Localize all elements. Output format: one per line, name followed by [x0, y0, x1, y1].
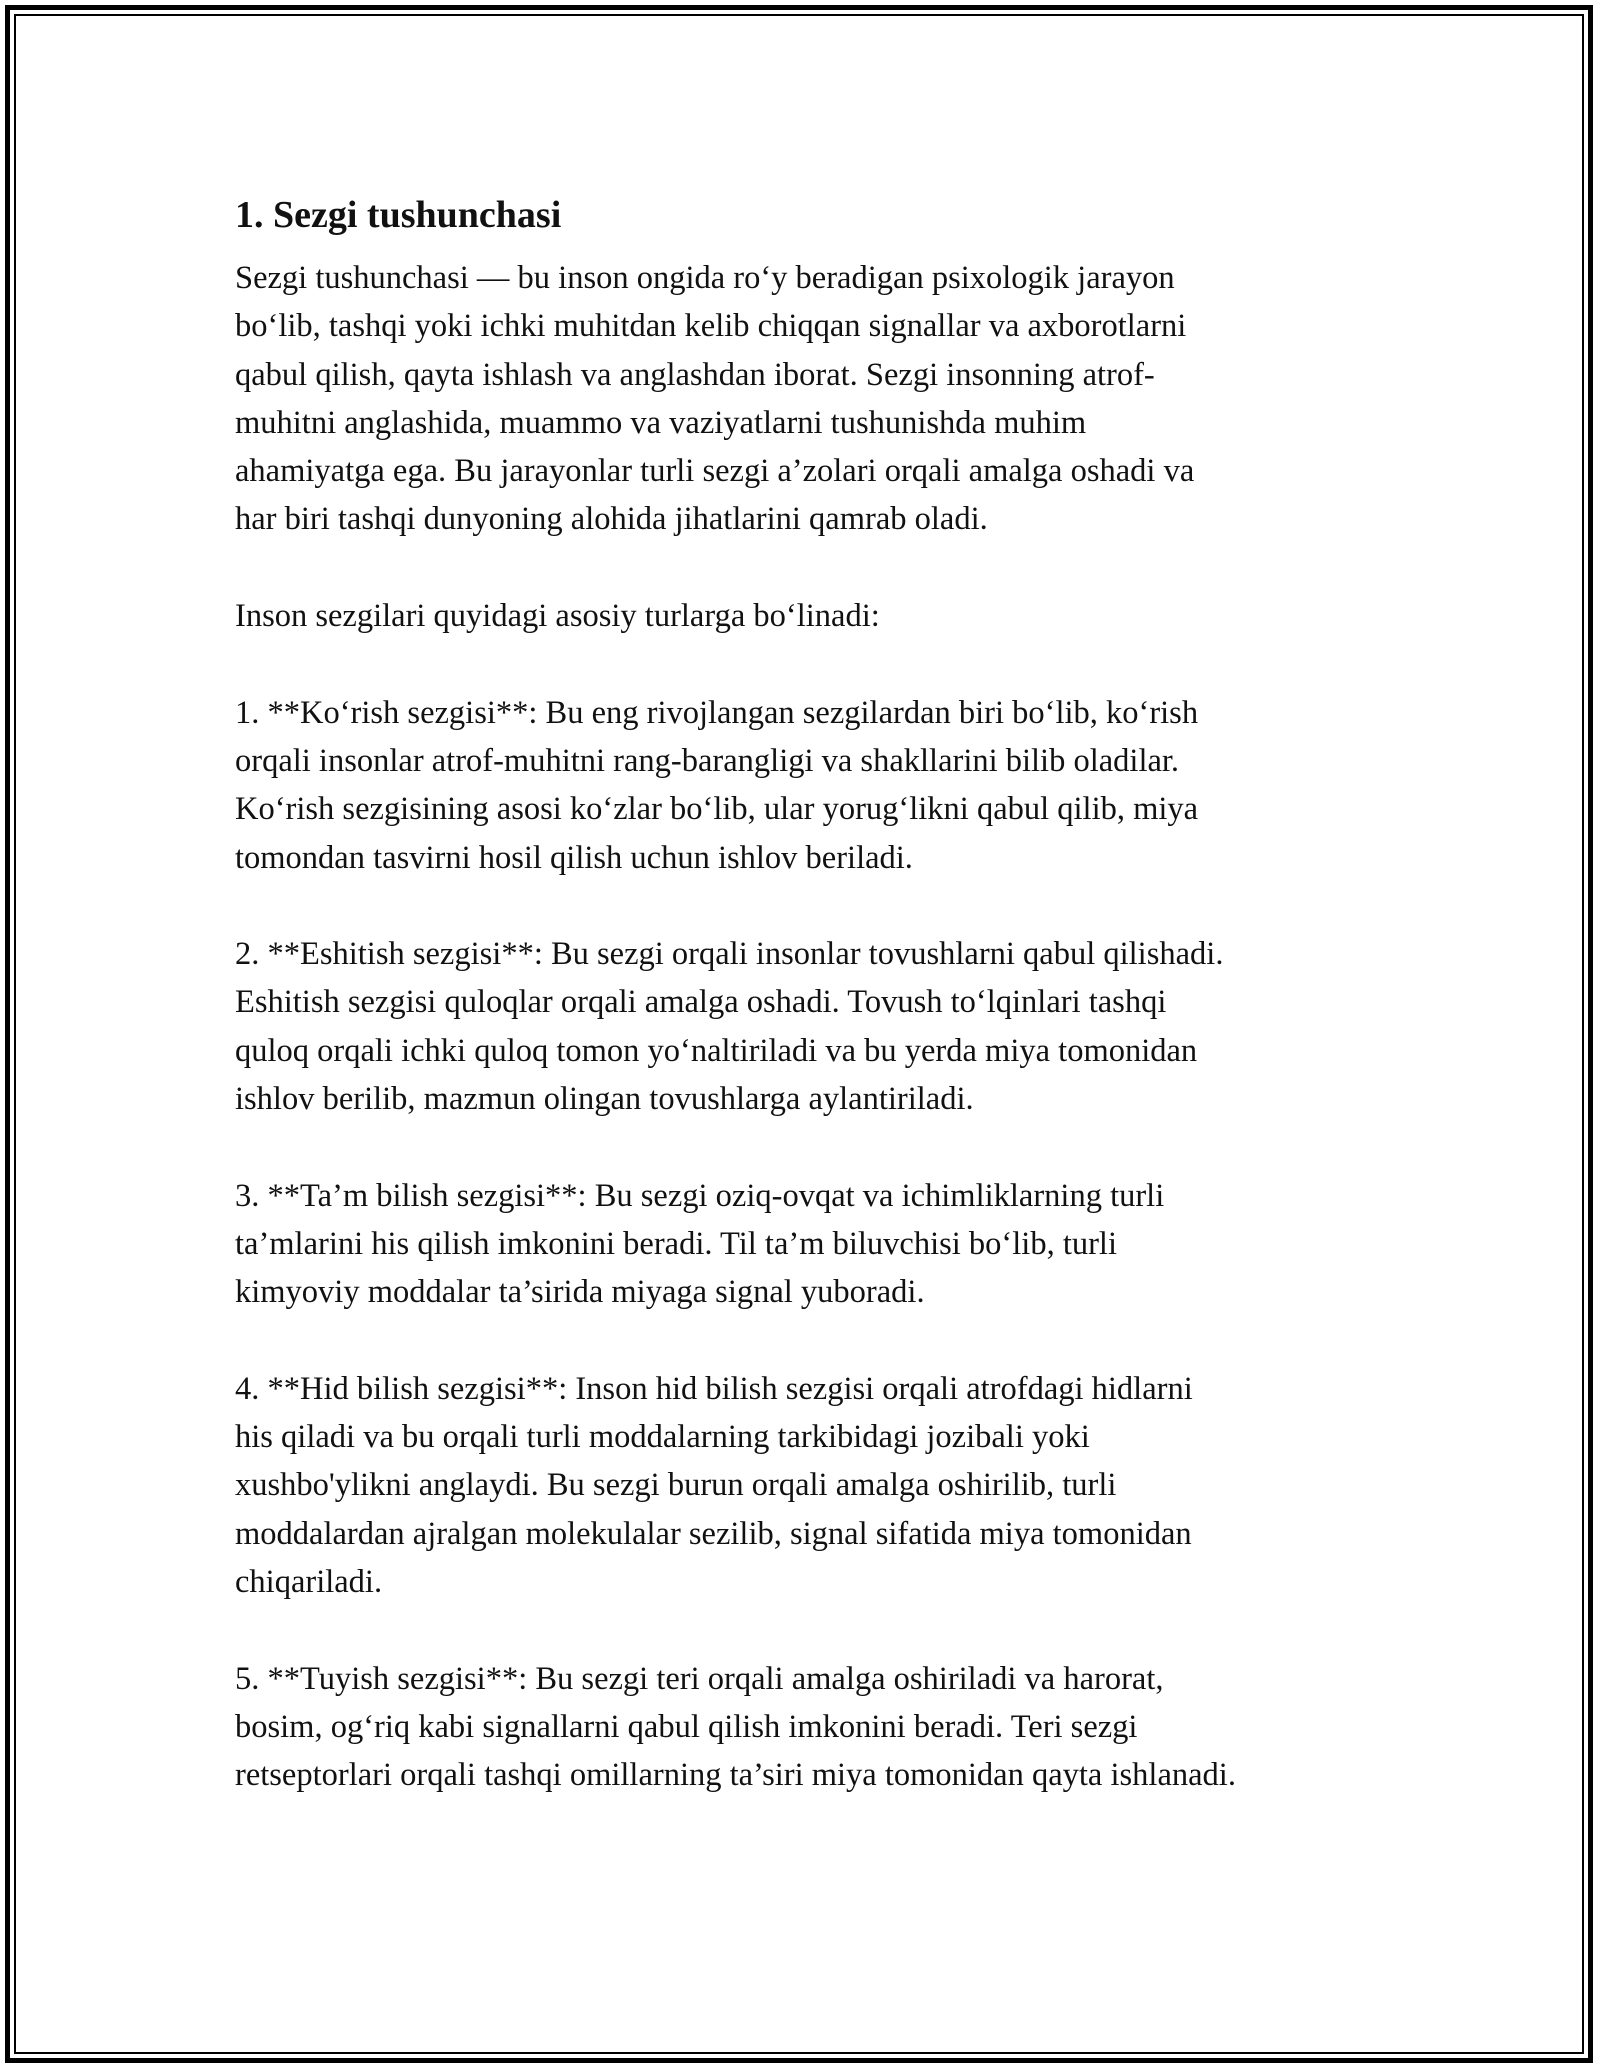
text-line: Eshitish sezgisi quloqlar orqali amalga oshadi. Tovush to‘lqinlari tashqi [235, 984, 1167, 1021]
list-item-vision [235, 689, 1385, 882]
text-line: 4. **Hid bilish sezgisi**: Inson hid bilish sezgisi orqali atrofdagi hidlarni [235, 1370, 1193, 1407]
text-line: chiqariladi. [235, 1564, 383, 1601]
text-line: kimyoviy moddalar ta’sirida miyaga signal yuboradi. [235, 1274, 925, 1311]
text-line: ishlov berilib, mazmun olingan tovushlarga aylantiriladi. [235, 1081, 974, 1118]
list-item-hearing [235, 930, 1385, 1123]
text-line: 2. **Eshitish sezgisi**: Bu sezgi orqali insonlar tovushlarni qabul qilishadi. [235, 936, 1224, 973]
list-item-smell [235, 1365, 1385, 1606]
text-line: xushbo'ylikni anglaydi. Bu sezgi burun orqali amalga oshirilib, turli [235, 1467, 1117, 1504]
text-line: ta’mlarini his qilish imkonini beradi. Til ta’m biluvchisi bo‘lib, turli [235, 1225, 1117, 1262]
text-line: bosim, og‘riq kabi signallarni qabul qilish imkonini beradi. Teri sezgi [235, 1708, 1138, 1745]
text-line: Sezgi tushunchasi — bu inson ongida ro‘y beradigan psixologik jarayon [235, 260, 1175, 296]
list-item-taste [235, 1172, 1385, 1317]
text-line: moddalardan ajralgan molekulalar sezilib, signal sifatida miya tomonidan [235, 1515, 1192, 1552]
text-line: his qiladi va bu orqali turli moddalarning tarkibidagi jozibali yoki [235, 1419, 1090, 1456]
list-item-touch [235, 1655, 1385, 1800]
text-line: Ko‘rish sezgisining asosi ko‘zlar bo‘lib, ular yorug‘likni qabul qilib, miya [235, 791, 1199, 828]
text-line: ahamiyatga ega. Bu jarayonlar turli sezgi a’zolari orqali amalga oshadi va [235, 453, 1195, 490]
types-intro-paragraph [235, 592, 1385, 640]
text-line: 3. **Ta’m bilish sezgisi**: Bu sezgi oziq-ovqat va ichimliklarning turli [235, 1177, 1165, 1214]
text-line: qabul qilish, qayta ishlash va anglashdan iborat. Sezgi insonning atrof- [235, 356, 1155, 393]
text-line: bo‘lib, tashqi yoki ichki muhitdan kelib chiqqan signallar va axborotlarni [235, 308, 1187, 345]
text-line: Inson sezgilari quyidagi asosiy turlarga bo‘linadi: [235, 598, 880, 635]
text-line: quloq orqali ichki quloq tomon yo‘naltiriladi va bu yerda miya tomonidan [235, 1032, 1198, 1069]
text-line: har biri tashqi dunyoning alohida jihatlarini qamrab oladi. [235, 501, 988, 538]
page-title: 1. Sezgi tushunchasi [235, 194, 562, 236]
text-line: retseptorlari orqali tashqi omillarning ta’siri miya tomonidan qayta ishlanadi. [235, 1757, 1236, 1794]
text-line: orqali insonlar atrof-muhitni rang-barangligi va shakllarini bilib oladilar. [235, 742, 1180, 779]
text-line: 1. **Ko‘rish sezgisi**: Bu eng rivojlangan sezgilardan biri bo‘lib, ko‘rish [235, 694, 1199, 731]
text-line: tomondan tasvirni hosil qilish uchun ishlov beriladi. [235, 839, 913, 876]
text-line: 5. **Tuyish sezgisi**: Bu sezgi teri orqali amalga oshiriladi va harorat, [235, 1660, 1164, 1697]
text-line: muhitni anglashida, muammo va vaziyatlarni tushunishda muhim [235, 404, 1087, 441]
intro-paragraph [235, 254, 1385, 544]
document-body [235, 184, 1385, 1848]
